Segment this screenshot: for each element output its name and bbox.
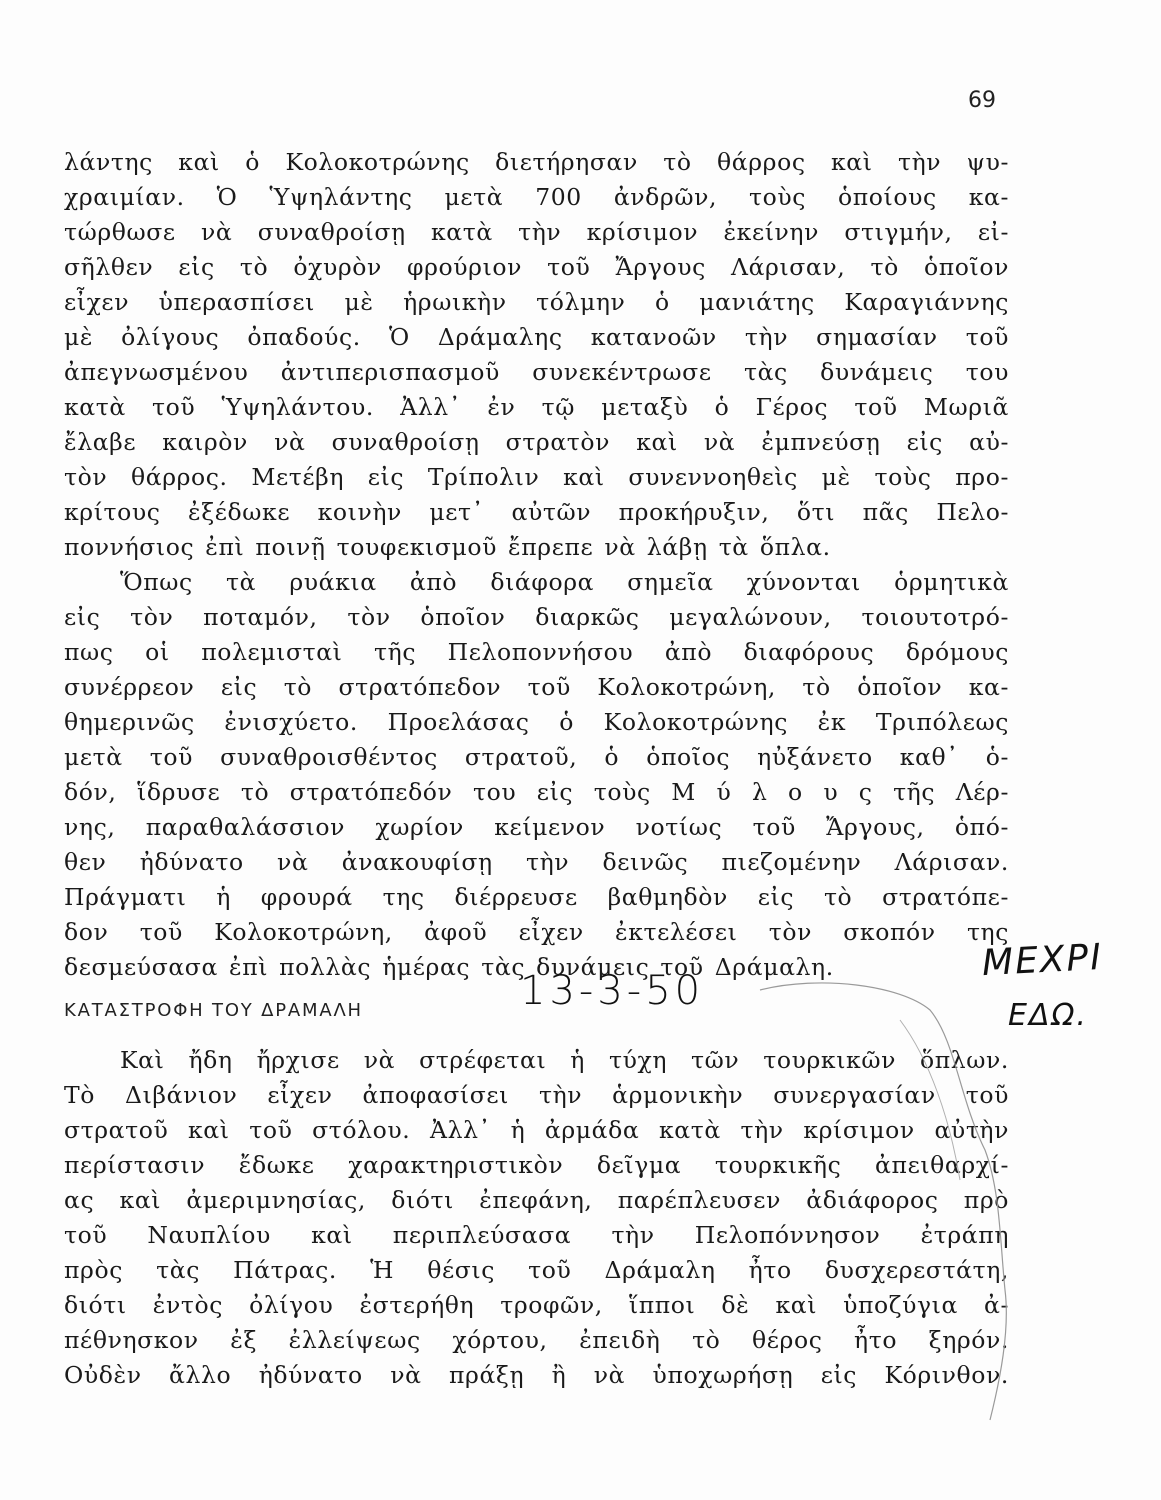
text-line: διότι ἐντὸς ὀλίγου ἐστερήθη τροφῶν, ἵπποι δὲ καὶ ὑποζύγια ἀ- [64,1291,1009,1319]
text-line: στρατοῦ καὶ τοῦ στόλου. Ἀλλ᾽ ἡ ἀρμάδα κατὰ τὴν κρίσιμον αὐτὴν [64,1116,1009,1144]
text-line: περίστασιν ἔδωκε χαρακτηριστικὸν δεῖγμα τουρκικῆς ἀπειθαρχί- [64,1151,1009,1179]
handwritten-note-line-2: ΕΔΩ. [1008,998,1088,1033]
text-line: εἶχεν ὑπερασπίσει μὲ ἡρωικὴν τόλμην ὁ μανιάτης Καραγιάννης [64,288,1009,316]
text-line: ας καὶ ἀμεριμνησίας, διότι ἐπεφάνη, παρέπλευσεν ἀδιάφορος πρὸ [64,1186,1009,1214]
text-line: σῆλθεν εἰς τὸ ὀχυρὸν φρούριον τοῦ Ἄργους Λάρισαν, τὸ ὁποῖον [64,253,1009,281]
text-line: κρίτους ἐξέδωκε κοινὴν μετ᾽ αὐτῶν προκήρυξιν, ὅτι πᾶς Πελο- [64,498,1009,526]
text-line: δεσμεύσασα ἐπὶ πολλὰς ἡμέρας τὰς δυνάμεις τοῦ Δράμαλη. [64,953,834,981]
text-line: πως οἱ πολεμισταὶ τῆς Πελοποννήσου ἀπὸ διαφόρους δρόμους [64,638,1009,666]
text-line: χραιμίαν. Ὁ Ὑψηλάντης μετὰ 700 ἀνδρῶν, τοὺς ὁποίους κα- [64,183,1009,211]
text-line: τώρθωσε νὰ συναθροίσῃ κατὰ τὴν κρίσιμον ἐκείνην στιγμήν, εἰ- [64,218,1009,246]
text-line: πέθνησκον ἐξ ἐλλείψεως χόρτου, ἐπειδὴ τὸ θέρος ἦτο ξηρόν. [64,1326,1009,1354]
text-line: Τὸ Διβάνιον εἶχεν ἀποφασίσει τὴν ἁρμονικὴν συνεργασίαν τοῦ [64,1081,1009,1109]
text-line: νης, παραθαλάσσιον χωρίον κείμενον νοτίως τοῦ Ἄργους, ὁπό- [64,813,1009,841]
text-line: δόν, ἵδρυσε τὸ στρατόπεδόν του εἰς τοὺς Μ ύ λ ο υ ς τῆς Λέρ- [64,778,1009,806]
text-line: Πράγματι ἡ φρουρά της διέρρευσε βαθμηδὸν εἰς τὸ στρατόπε- [64,883,1009,911]
handwritten-date: 13-3-50 [520,968,705,1014]
text-line: Καὶ ἤδη ἤρχισε νὰ στρέφεται ἡ τύχη τῶν τουρκικῶν ὅπλων. [120,1046,1009,1074]
text-line: συνέρρεον εἰς τὸ στρατόπεδον τοῦ Κολοκοτρώνη, τὸ ὁποῖον κα- [64,673,1009,701]
handwritten-note-line-1: ΜΕΧΡΙ [981,936,1104,985]
text-line: τοῦ Ναυπλίου καὶ περιπλεύσασα τὴν Πελοπόννησον ἐτράπη [64,1221,1009,1249]
text-line: ποννήσιος ἐπὶ ποινῇ τουφεκισμοῦ ἔπρεπε νὰ λάβῃ τὰ ὅπλα. [64,533,831,561]
text-line: θεν ἠδύνατο νὰ ἀνακουφίσῃ τὴν δεινῶς πιεζομένην Λάρισαν. [64,848,1009,876]
text-line: Οὐδὲν ἄλλο ἠδύνατο νὰ πράξῃ ἢ νὰ ὑποχωρήσῃ εἰς Κόρινθον. [64,1361,1009,1389]
text-line: δον τοῦ Κολοκοτρώνη, ἀφοῦ εἶχεν ἐκτελέσει τὸν σκοπόν της [64,918,1009,946]
text-line: μετὰ τοῦ συναθροισθέντος στρατοῦ, ὁ ὁποῖος ηὐξάνετο καθ᾽ ὁ- [64,743,1009,771]
text-line: λάντης καὶ ὁ Κολοκοτρώνης διετήρησαν τὸ θάρρος καὶ τὴν ψυ- [64,148,1009,176]
section-heading: ΚΑΤΑΣΤΡΟΦΗ ΤΟΥ ΔΡΑΜΑΛΗ [64,1000,363,1021]
text-line: ἀπεγνωσμένου ἀντιπερισπασμοῦ συνεκέντρωσε τὰς δυνάμεις του [64,358,1009,386]
page-number: 69 [968,88,996,113]
text-line: Ὅπως τὰ ρυάκια ἀπὸ διάφορα σημεῖα χύνονται ὁρμητικὰ [120,568,1009,596]
text-line: πρὸς τὰς Πάτρας. Ἡ θέσις τοῦ Δράμαλη ἦτο δυσχερεστάτη, [64,1256,1009,1284]
text-line: ἔλαβε καιρὸν νὰ συναθροίσῃ στρατὸν καὶ νὰ ἐμπνεύσῃ εἰς αὐ- [64,428,1009,456]
text-line: εἰς τὸν ποταμόν, τὸν ὁποῖον διαρκῶς μεγαλώνουν, τοιουτοτρό- [64,603,1009,631]
text-line: κατὰ τοῦ Ὑψηλάντου. Ἀλλ᾽ ἐν τῷ μεταξὺ ὁ Γέρος τοῦ Μωριᾶ [64,393,1009,421]
text-line: μὲ ὀλίγους ὀπαδούς. Ὁ Δράμαλης κατανοῶν τὴν σημασίαν τοῦ [64,323,1009,351]
text-line: θημερινῶς ἐνισχύετο. Προελάσας ὁ Κολοκοτρώνης ἐκ Τριπόλεως [64,708,1009,736]
text-line: τὸν θάρρος. Μετέβη εἰς Τρίπολιν καὶ συνεννοηθεὶς μὲ τοὺς προ- [64,463,1009,491]
